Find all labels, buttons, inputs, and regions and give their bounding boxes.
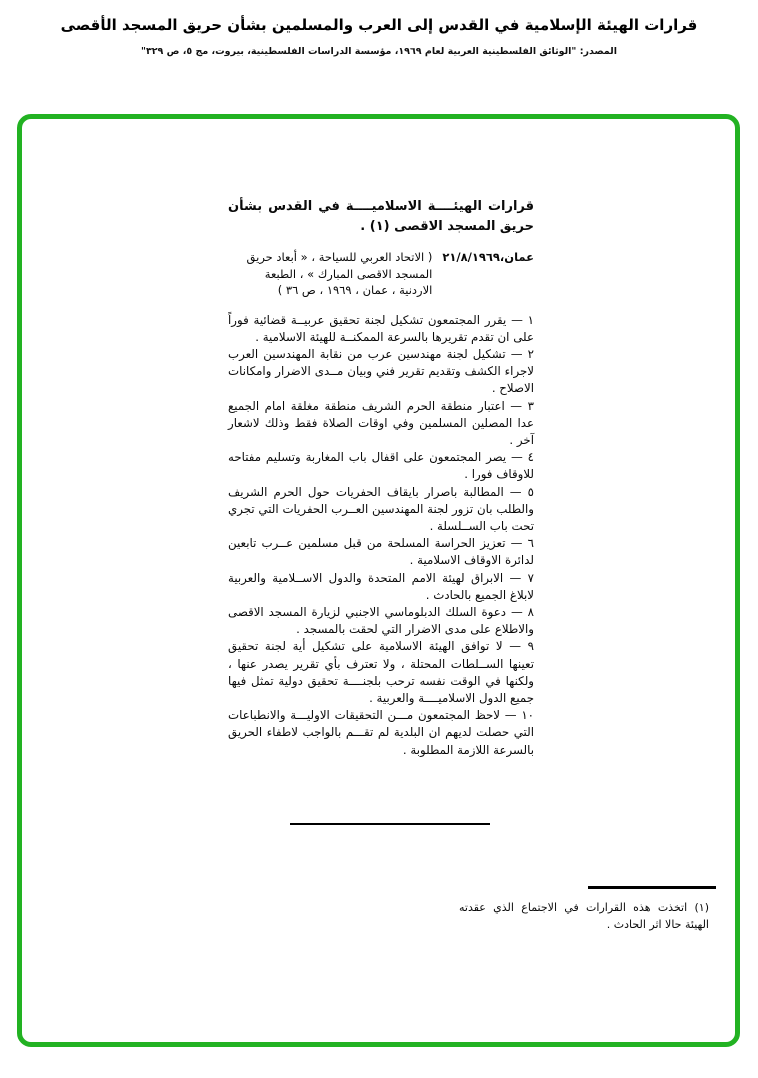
resolution-item: ٥ — المطالبة باصرار بايقاف الحفريات حول الحرم الشريف والطلب بان تزور لجنة المهندسين العــرب الحفريات التي تجري تحت باب الســلسلة . xyxy=(228,484,534,533)
document-frame xyxy=(17,114,740,1047)
resolution-item: ٣ — اعتبار منطقة الحرم الشريف منطقة مغلقة امام الجميع عدا المصلين المسلمين وفي اوقات الصلاة فقط وذلك لاشعار آخر . xyxy=(228,398,534,447)
resolution-item: ٦ — تعزيز الحراسة المسلحة من قبل مسلمين عــرب تابعين لدائرة الاوقاف الاسلامية . xyxy=(228,536,534,568)
resolution-item: ٧ — الابراق لهيئة الامم المتحدة والدول الاســلامية والعربية لابلاغ الجميع بالحادث . xyxy=(228,570,534,602)
document-title: قرارات الهيئــــة الاسلاميــــة في القدس بشأن حريق المسجد الاقصى (١) . xyxy=(228,199,534,234)
dateline-row xyxy=(228,249,534,299)
resolution-item: ١٠ — لاحظ المجتمعون مـــن التحقيقات الاوليـــة والانطباعات التي حصلت لديهم ان البلدية لم تقـــم بالواجب لاطفاء الحريق بالسرعة اللازمة المطلوبة . xyxy=(228,708,534,757)
resolution-item: ٤ — يصر المجتمعون على اقفال باب المغاربة وتسليم مفتاحه للاوقاف فورا . xyxy=(228,450,534,482)
page-title: قرارات الهيئة الإسلامية في القدس إلى العرب والمسلمين بشأن حريق المسجد الأقصى xyxy=(60,16,698,34)
resolution-list xyxy=(228,312,534,759)
resolution-item: ٩ — لا توافق الهيئة الاسلامية على تشكيل أية لجنة تحقيق تعينها الســلطات المحتلة ، ولا تعترف بأي تقرير يصدر عنها ، ولكنها في الوقت نفسه ترحب بلجنــــة تحقيق دولية تمثل فيها جميع الدول الاسلاميــــة والعربية . xyxy=(228,639,534,705)
dateline: عمان،٢١/٨/١٩٦٩ xyxy=(442,250,534,264)
document-body xyxy=(228,197,534,759)
citation: ( الاتحاد العربي للسياحة ، « أبعاد حريق المسجد الاقصى المبارك » ، الطبعة الاردنية ، عمان ، ١٩٦٩ ، ص ٣٦ ) xyxy=(246,250,433,297)
document-page xyxy=(22,119,735,1042)
resolution-item: ١ — يقرر المجتمعون تشكيل لجنة تحقيق عربيــة قضائية فوراً على ان تقدم تقريرها بالسرعة الممكنــة للهيئة الاسلامية . xyxy=(228,312,534,344)
resolution-item: ٨ — دعوة السلك الدبلوماسي الاجنبي لزيارة المسجد الاقصى والاطلاع على مدى الاضرار التي لحقت بالمسجد . xyxy=(228,604,534,637)
page-header xyxy=(0,16,758,57)
footnote: (١) اتخذت هذه القرارات في الاجتماع الذي عقدته الهيئة حالا اثر الحادث . xyxy=(459,901,709,931)
footnote-rule xyxy=(588,886,716,889)
separator-line xyxy=(290,823,490,825)
resolution-item: ٢ — تشكيل لجنة مهندسين عرب من نقابة المهندسين العرب لاجراء الكشف وتقديم تقرير فني وبيان مــدى الاضرار وامكانات الاصلاح . xyxy=(228,346,534,396)
source-line: المصدر: "الوثائق الفلسطينية العربية لعام ١٩٦٩، مؤسسة الدراسات الفلسطينية، بيروت، مج ٥، ص ٣٢٩" xyxy=(140,46,618,57)
